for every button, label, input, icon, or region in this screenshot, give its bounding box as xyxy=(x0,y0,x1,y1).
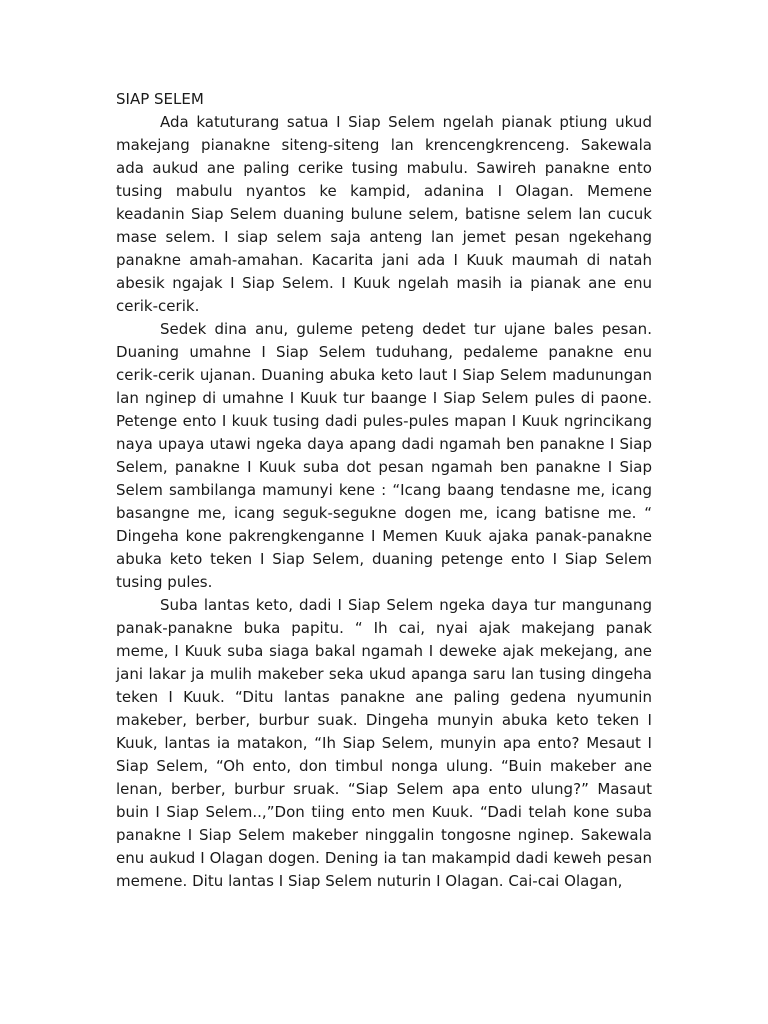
paragraph-3: Suba lantas keto, dadi I Siap Selem ngeka daya tur mangunang panak-panakne buka papitu. “ Ih cai, nyai ajak makejang panak meme, I Kuuk suba siaga bakal ngamah I deweke ajak mekejang, ane jani lakar ja mulih makeber seka ukud apanga saru lan tusing dingeha teken I Kuuk. “Ditu lantas panakne ane paling gedena nyumunin makeber, berber, burbur suak. Dingeha munyin abuka keto teken I Kuuk, lantas ia matakon, “Ih Siap Selem, munyin apa ento? Mesaut I Siap Selem, “Oh ento, don timbul nonga ulung. “Buin makeber ane lenan, berber, burbur sruak. “Siap Selem apa ento ulung?” Masaut buin I Siap Selem..,”Don tiing ento men Kuuk. “Dadi telah kone suba panakne I Siap Selem makeber ninggalin tongosne nginep. Sakewala enu aukud I Olagan dogen. Dening ia tan makampid dadi keweh pesan memene. Ditu lantas I Siap Selem nuturin I Olagan. Cai-cai Olagan, xyxy=(116,596,652,890)
paragraph-1: Ada katuturang satua I Siap Selem ngelah pianak ptiung ukud makejang pianakne siteng-siteng lan krencengkrenceng. Sakewala ada aukud ane paling cerike tusing mabulu. Sawireh panakne ento tusing mabulu nyantos ke kampid, adanina I Olagan. Memene keadanin Siap Selem duaning bulune selem, batisne selem lan cucuk mase selem. I siap selem saja anteng lan jemet pesan ngekehang panakne amah-amahan. Kacarita jani ada I Kuuk maumah di natah abesik ngajak I Siap Selem. I Kuuk ngelah masih ia pianak ane enu cerik-cerik. xyxy=(116,113,652,315)
paragraph-2: Sedek dina anu, guleme peteng dedet tur ujane bales pesan. Duaning umahne I Siap Selem tuduhang, pedaleme panakne enu cerik-cerik ujanan. Duaning abuka keto laut I Siap Selem madunungan lan nginep di umahne I Kuuk tur baange I Siap Selem pules di paone. Petenge ento I kuuk tusing dadi pules-pules mapan I Kuuk ngrincikang naya upaya utawi ngeka daya apang dadi ngamah ben panakne I Siap Selem, panakne I Kuuk suba dot pesan ngamah ben panakne I Siap Selem sambilanga mamunyi kene : “Icang baang tendasne me, icang basangne me, icang seguk-segukne dogen me, icang batisne me. “ Dingeha kone pakrengkenganne I Memen Kuuk ajaka panak-panakne abuka keto teken I Siap Selem, duaning petenge ento I Siap Selem tusing pules. xyxy=(116,320,652,591)
document-title: SIAP SELEM xyxy=(116,90,204,108)
document-page xyxy=(116,88,652,893)
